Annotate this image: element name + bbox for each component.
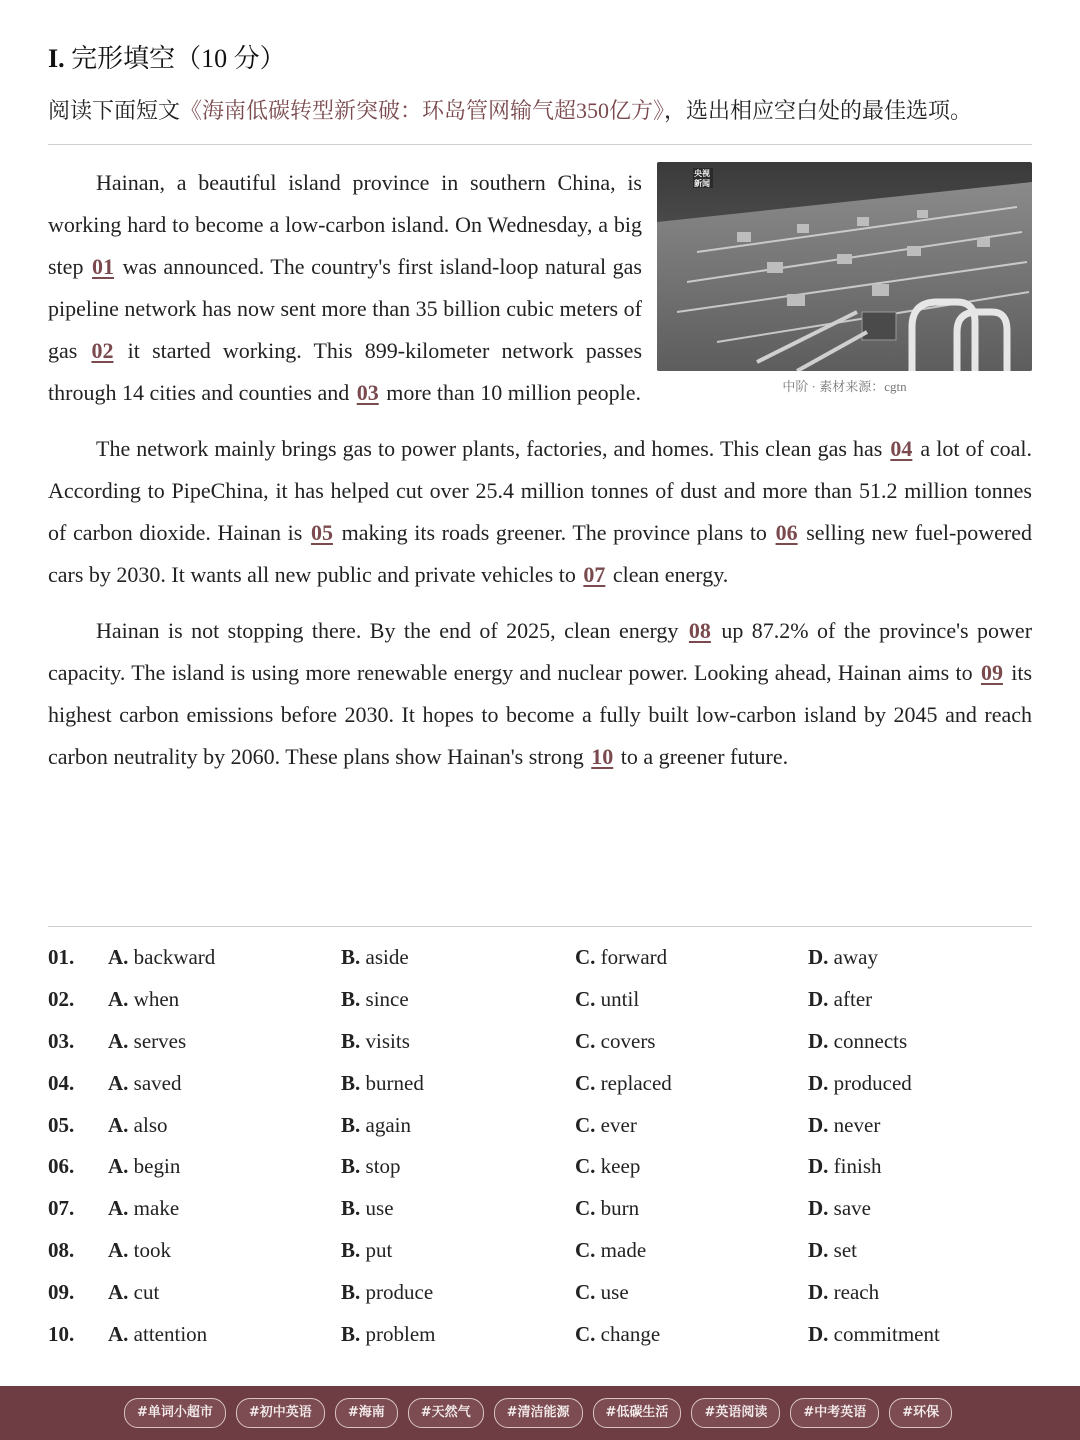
blank-08[interactable]: 08: [688, 618, 711, 643]
text-run: Hainan, a beautiful island province in southern China, is working hard to become a low-carbon island. On Wednesday, a big step: [48, 170, 642, 279]
option-b[interactable]: B. problem: [341, 1322, 436, 1347]
article-title: 《海南低碳转型新突破：环岛管网输气超350亿方》: [180, 98, 665, 123]
blank-01[interactable]: 01: [92, 254, 115, 279]
paragraph-2: [48, 428, 1032, 596]
divider-top: [48, 144, 1032, 145]
question-number: 09.: [48, 1280, 75, 1305]
option-row: [48, 1021, 1032, 1063]
tag-list: [124, 1398, 952, 1428]
option-d[interactable]: D. away: [808, 945, 878, 969]
passage: [48, 162, 1032, 778]
text-run: selling new fuel-powered cars by 2030. It wants all new public and private vehicles to: [48, 520, 1033, 587]
options-list: [48, 937, 1032, 1356]
section-heading: [48, 38, 286, 75]
figure-caption: 中阶 · 素材来源：cgtn: [782, 379, 907, 394]
question-number: 06.: [48, 1154, 75, 1179]
question-number: 08.: [48, 1238, 75, 1263]
option-a[interactable]: A. serves: [108, 1028, 187, 1053]
option-a[interactable]: A. also: [108, 1112, 168, 1137]
text-run: a lot of coal. According to PipeChina, it has helped cut over 25.4 million tonnes of dust and more than 51.2 million tonnes of carbon dioxide. Hainan is: [48, 436, 1033, 545]
blank-10[interactable]: 10: [591, 744, 614, 769]
text-run: it started working. This 899-kilometer network passes through 14 cities and counties and: [48, 338, 643, 405]
hashtag-chip[interactable]: #低碳生活: [593, 1398, 682, 1428]
option-a[interactable]: A. begin: [108, 1154, 181, 1179]
option-d[interactable]: D. finish: [808, 1154, 882, 1179]
option-row: [48, 1314, 1032, 1356]
hashtag-chip[interactable]: #英语阅读: [691, 1398, 780, 1428]
text-run: clean energy.: [612, 562, 729, 587]
option-c[interactable]: C. covers: [575, 1028, 656, 1053]
option-d[interactable]: D. set: [808, 1238, 857, 1263]
option-b[interactable]: B. aside: [341, 945, 409, 969]
instruction-suffix: ，选出相应空白处的最佳选项。: [664, 98, 973, 123]
option-b[interactable]: B. burned: [341, 1070, 424, 1095]
question-number: 01.: [48, 945, 75, 969]
option-row: [48, 1063, 1032, 1105]
option-row: [48, 1146, 1032, 1188]
option-d[interactable]: D. commitment: [808, 1322, 940, 1347]
option-b[interactable]: B. put: [341, 1238, 393, 1263]
text-run: Hainan is not stopping there. By the end of 2025, clean energy: [96, 618, 679, 643]
text-run: The network mainly brings gas to power plants, factories, and homes. This clean gas has: [96, 436, 883, 461]
option-row: [48, 979, 1032, 1021]
instruction-prefix: 阅读下面短文: [48, 98, 181, 123]
hashtag-chip[interactable]: #海南: [335, 1398, 398, 1428]
hashtag-footer: [0, 1386, 1080, 1440]
option-row: [48, 1188, 1032, 1230]
option-d[interactable]: D. connects: [808, 1028, 908, 1053]
watermark-line1: 央视: [694, 169, 710, 178]
option-c[interactable]: C. change: [575, 1322, 661, 1347]
blank-06[interactable]: 06: [775, 520, 798, 545]
option-b[interactable]: B. visits: [341, 1028, 410, 1053]
option-c[interactable]: C. made: [575, 1238, 647, 1263]
option-c[interactable]: C. until: [575, 986, 640, 1011]
text-run: was announced. The country's first island-loop natural gas pipeline network has now sent more than 35 billion cubic meters of gas: [48, 254, 642, 363]
option-a[interactable]: A. cut: [108, 1280, 160, 1305]
paragraph-1: [48, 162, 642, 414]
option-row: [48, 937, 1032, 979]
option-c[interactable]: C. forward: [575, 945, 668, 969]
section-label: I.: [48, 44, 65, 73]
blank-09[interactable]: 09: [980, 660, 1003, 685]
question-number: 07.: [48, 1196, 75, 1221]
option-a[interactable]: A. backward: [108, 945, 216, 969]
question-number: 10.: [48, 1322, 75, 1347]
option-d[interactable]: D. reach: [808, 1280, 880, 1305]
option-d[interactable]: D. after: [808, 986, 873, 1011]
blank-03[interactable]: 03: [356, 380, 379, 405]
text-run: more than 10 million people.: [386, 380, 642, 405]
blank-05[interactable]: 05: [310, 520, 333, 545]
option-row: [48, 1230, 1032, 1272]
option-c[interactable]: C. keep: [575, 1154, 641, 1179]
option-d[interactable]: D. never: [808, 1112, 881, 1137]
option-a[interactable]: A. saved: [108, 1070, 182, 1095]
paragraph-3: [48, 610, 1032, 778]
question-number: 05.: [48, 1112, 75, 1137]
option-row: [48, 1105, 1032, 1147]
option-d[interactable]: D. produced: [808, 1070, 912, 1095]
option-b[interactable]: B. stop: [341, 1154, 401, 1179]
option-d[interactable]: D. save: [808, 1196, 871, 1221]
hashtag-chip[interactable]: #初中英语: [236, 1398, 325, 1428]
hashtag-chip[interactable]: #环保: [889, 1398, 952, 1428]
option-a[interactable]: A. make: [108, 1196, 180, 1221]
question-number: 02.: [48, 986, 75, 1011]
blank-02[interactable]: 02: [91, 338, 114, 363]
watermark-line2: 新闻: [694, 179, 710, 188]
option-b[interactable]: B. again: [341, 1112, 411, 1137]
hashtag-chip[interactable]: #天然气: [408, 1398, 484, 1428]
section-title: 完形填空（10 分）: [71, 44, 286, 73]
option-c[interactable]: C. burn: [575, 1196, 640, 1221]
option-row: [48, 1272, 1032, 1314]
divider-options: [48, 926, 1032, 927]
option-b[interactable]: B. use: [341, 1196, 394, 1221]
question-number: 03.: [48, 1028, 75, 1053]
hashtag-chip[interactable]: #清洁能源: [494, 1398, 583, 1428]
option-c[interactable]: C. use: [575, 1280, 629, 1305]
question-number: 04.: [48, 1070, 75, 1095]
text-run: to a greener future.: [620, 744, 789, 769]
hashtag-chip[interactable]: #中考英语: [790, 1398, 879, 1428]
text-run: making its roads greener. The province plans to: [341, 520, 767, 545]
option-a[interactable]: A. took: [108, 1238, 172, 1263]
option-c[interactable]: C. replaced: [575, 1070, 672, 1095]
option-b[interactable]: B. since: [341, 986, 409, 1011]
text-run: its highest carbon emissions before 2030. It hopes to become a fully built low-carbon island by 2045 and reach carbon neutrality by 2060. These plans show Hainan's strong: [48, 660, 1033, 769]
option-b[interactable]: B. produce: [341, 1280, 434, 1305]
instruction: [48, 94, 1038, 125]
blank-07[interactable]: 07: [583, 562, 606, 587]
hashtag-chip[interactable]: #单词小超市: [124, 1398, 226, 1428]
option-a[interactable]: A. attention: [108, 1322, 208, 1347]
option-a[interactable]: A. when: [108, 986, 180, 1011]
option-c[interactable]: C. ever: [575, 1112, 637, 1137]
blank-04[interactable]: 04: [890, 436, 913, 461]
text-run: up 87.2% of the province's power capacity. The island is using more renewable energy and nuclear power. Looking ahead, Hainan aims to: [48, 618, 1033, 685]
